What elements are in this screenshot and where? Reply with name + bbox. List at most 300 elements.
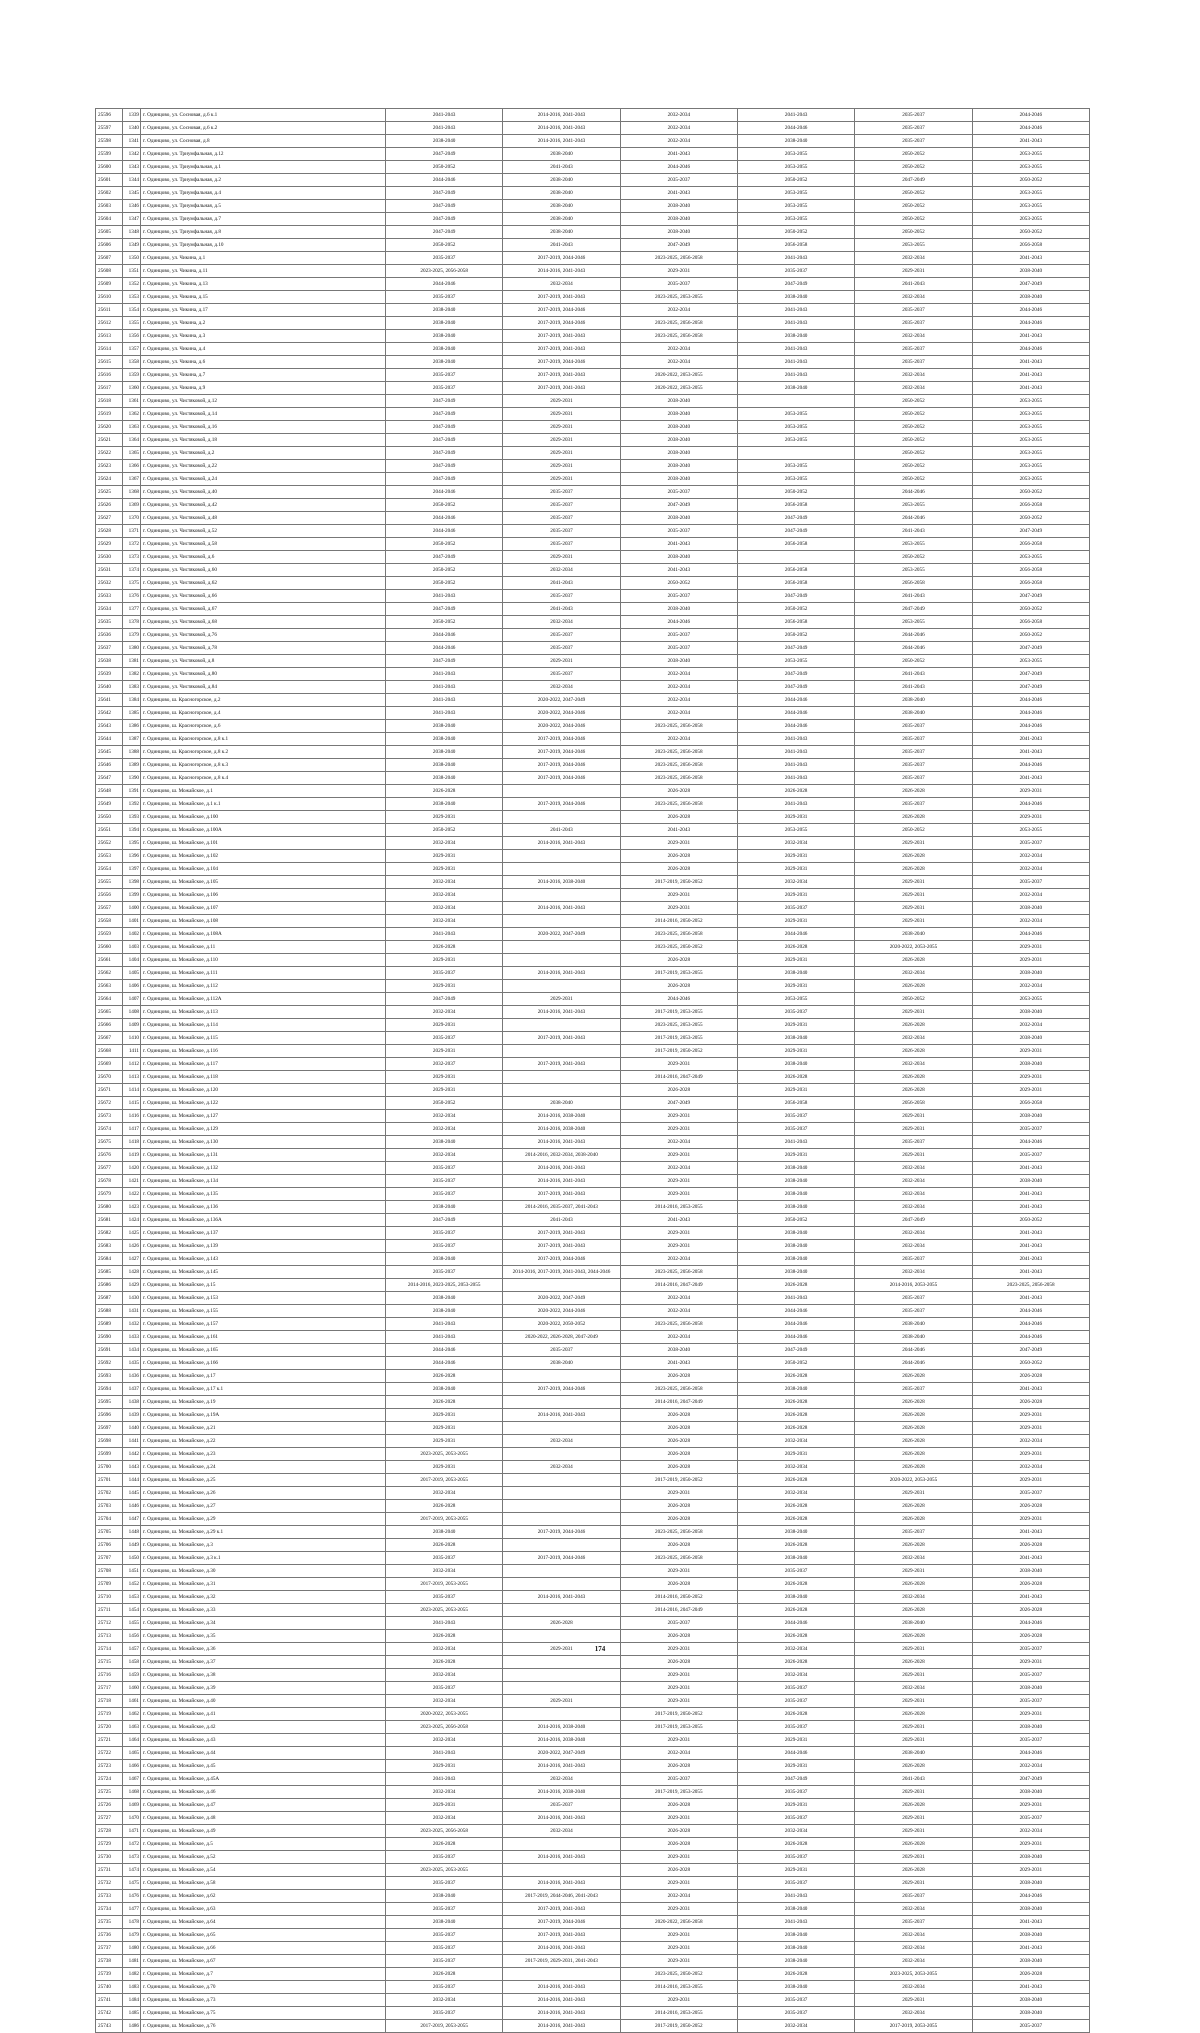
period-cell-2: 2014-2016, 2041-2043 [503,1409,620,1422]
period-cell-5: 2032-2034 [855,1929,972,1942]
period-cell-3: 2026-2028 [620,980,737,993]
period-cell-2: 2014-2016, 2041-2043 [503,1877,620,1890]
period-cell-6: 2038-2040 [972,1851,1089,1864]
period-cell-5: 2029-2031 [855,1487,972,1500]
row-number-cell: 1454 [123,1604,141,1617]
period-cell-2: 2017-2019, 2041-2043 [503,369,620,382]
period-cell-2 [503,1578,620,1591]
period-cell-2: 2032-2034 [503,1825,620,1838]
row-id-cell: 25739 [96,1968,123,1981]
period-cell-3: 2029-2031 [620,1149,737,1162]
period-cell-3: 2029-2031 [620,1669,737,1682]
row-number-cell: 1413 [123,1071,141,1084]
period-cell-6: 2029-2031 [972,1708,1089,1721]
row-number-cell: 1459 [123,1669,141,1682]
period-cell-5: 2041-2043 [855,525,972,538]
row-number-cell: 1416 [123,1110,141,1123]
period-cell-1: 2041-2043 [386,707,503,720]
period-cell-6: 2041-2043 [972,733,1089,746]
table-row [96,1396,1090,1409]
row-number-cell: 1453 [123,1591,141,1604]
row-id-cell: 25608 [96,265,123,278]
period-cell-3: 2035-2037 [620,278,737,291]
period-cell-3: 2014-2016, 2053-2055 [620,1201,737,1214]
row-number-cell: 1442 [123,1448,141,1461]
address-cell: г. Одинцово, ш. Можайское, д.27 [141,1500,386,1513]
row-id-cell: 25622 [96,447,123,460]
period-cell-2: 2014-2016, 2041-2043 [503,109,620,122]
row-id-cell: 25645 [96,746,123,759]
period-cell-3: 2014-2016, 2050-2052 [620,1591,737,1604]
period-cell-3: 2032-2034 [620,707,737,720]
period-cell-5: 2032-2034 [855,1058,972,1071]
row-id-cell: 25740 [96,1981,123,1994]
period-cell-4: 2035-2037 [737,1786,854,1799]
row-number-cell: 1424 [123,1214,141,1227]
period-cell-3: 2038-2040 [620,512,737,525]
period-cell-4: 2026-2028 [737,1539,854,1552]
period-cell-3: 2047-2049 [620,239,737,252]
period-cell-4: 2041-2043 [737,252,854,265]
period-cell-1: 2044-2046 [386,174,503,187]
period-cell-4: 2038-2040 [737,1266,854,1279]
row-number-cell: 1406 [123,980,141,993]
period-cell-6: 2026-2028 [972,1370,1089,1383]
period-cell-3: 2035-2037 [620,590,737,603]
period-cell-3: 2032-2034 [620,109,737,122]
address-cell: г. Одинцово, ш. Можайское, д.29 к.1 [141,1526,386,1539]
period-cell-4: 2032-2034 [737,837,854,850]
row-id-cell: 25713 [96,1630,123,1643]
period-cell-4: 2053-2055 [737,824,854,837]
table-row [96,304,1090,317]
period-cell-1: 2041-2043 [386,1773,503,1786]
period-cell-5: 2023-2025, 2053-2055 [855,1968,972,1981]
address-cell: г. Одинцово, ш. Можайское, д.22 [141,1435,386,1448]
table-row [96,473,1090,486]
period-cell-6: 2026-2028 [972,1968,1089,1981]
period-cell-1: 2038-2040 [386,733,503,746]
table-row [96,1812,1090,1825]
period-cell-5: 2026-2028 [855,811,972,824]
address-cell: г. Одинцово, ш. Можайское, д.107 [141,902,386,915]
period-cell-6: 2032-2034 [972,863,1089,876]
period-cell-4: 2038-2040 [737,1591,854,1604]
address-cell: г. Одинцово, ш. Красногорское, д.4 [141,707,386,720]
table-row [96,1474,1090,1487]
period-cell-2: 2014-2016, 2038-2040 [503,1786,620,1799]
period-cell-1: 2047-2049 [386,603,503,616]
row-id-cell: 25699 [96,1448,123,1461]
period-cell-1: 2038-2040 [386,356,503,369]
period-cell-3: 2038-2040 [620,408,737,421]
period-cell-6: 2032-2034 [972,1760,1089,1773]
period-cell-6: 2035-2037 [972,1487,1089,1500]
period-cell-1: 2032-2034 [386,1006,503,1019]
period-cell-6: 2026-2028 [972,1396,1089,1409]
row-number-cell: 1400 [123,902,141,915]
table-row [96,187,1090,200]
row-number-cell: 1385 [123,707,141,720]
period-cell-2: 2032-2034 [503,278,620,291]
period-cell-2: 2017-2019, 2041-2043 [503,1903,620,1916]
period-cell-2: 2014-2016, 2041-2043 [503,122,620,135]
table-row [96,538,1090,551]
period-cell-6: 2038-2040 [972,291,1089,304]
table-row [96,1266,1090,1279]
address-cell: г. Одинцово, ул. Чистяковой, д.42 [141,499,386,512]
period-cell-1: 2032-2034 [386,1669,503,1682]
period-cell-5: 2035-2037 [855,1890,972,1903]
period-cell-2: 2017-2019, 2044-2046 [503,1383,620,1396]
row-number-cell: 1388 [123,746,141,759]
period-cell-6: 2041-2043 [972,1383,1089,1396]
period-cell-1: 2029-2031 [386,1019,503,1032]
row-id-cell: 25626 [96,499,123,512]
table-row [96,2020,1090,2033]
address-cell: г. Одинцово, ул. Чистяковой, д.8 [141,655,386,668]
period-cell-1: 2026-2028 [386,1500,503,1513]
address-cell: г. Одинцово, ш. Можайское, д.137 [141,1227,386,1240]
period-cell-5: 2032-2034 [855,1240,972,1253]
row-id-cell: 25672 [96,1097,123,1110]
period-cell-4: 2026-2028 [737,1279,854,1292]
row-number-cell: 1350 [123,252,141,265]
period-cell-3: 2023-2025, 2050-2052 [620,941,737,954]
row-id-cell: 25607 [96,252,123,265]
address-cell: г. Одинцово, ш. Можайское, д.136 [141,1201,386,1214]
table-row [96,1487,1090,1500]
period-cell-2 [503,1708,620,1721]
period-cell-4: 2035-2037 [737,1851,854,1864]
address-cell: г. Одинцово, ш. Можайское, д.34 [141,1617,386,1630]
period-cell-1: 2035-2037 [386,1175,503,1188]
period-cell-3: 2026-2028 [620,1760,737,1773]
period-cell-5: 2035-2037 [855,356,972,369]
period-cell-5: 2026-2028 [855,1864,972,1877]
period-cell-6: 2044-2046 [972,928,1089,941]
period-cell-2: 2014-2016, 2041-2043 [503,902,620,915]
period-cell-1: 2032-2034 [386,1786,503,1799]
address-cell: г. Одинцово, ул. Чистяковой, д.58 [141,538,386,551]
address-cell: г. Одинцово, ш. Можайское, д.114 [141,1019,386,1032]
period-cell-5: 2026-2028 [855,1500,972,1513]
row-id-cell: 25597 [96,122,123,135]
row-id-cell: 25681 [96,1214,123,1227]
address-cell: г. Одинцово, ш. Можайское, д.157 [141,1318,386,1331]
period-cell-4: 2026-2028 [737,941,854,954]
address-cell: г. Одинцово, ул. Триумфальная, д.7 [141,213,386,226]
row-number-cell: 1477 [123,1903,141,1916]
period-cell-2 [503,1682,620,1695]
period-cell-2: 2017-2019, 2044-2046 [503,759,620,772]
period-cell-1: 2041-2043 [386,122,503,135]
period-cell-3: 2023-2025, 2056-2058 [620,746,737,759]
period-cell-3: 2023-2025, 2053-2055 [620,291,737,304]
period-cell-1: 2035-2037 [386,1266,503,1279]
period-cell-3: 2032-2034 [620,668,737,681]
period-cell-2: 2020-2022, 2026-2028, 2047-2049 [503,1331,620,1344]
row-number-cell: 1422 [123,1188,141,1201]
period-cell-2: 2014-2016, 2041-2043 [503,265,620,278]
row-number-cell: 1432 [123,1318,141,1331]
period-cell-5: 2047-2049 [855,1214,972,1227]
period-cell-2: 2029-2031 [503,460,620,473]
period-cell-5: 2029-2031 [855,1110,972,1123]
address-cell: г. Одинцово, ш. Можайское, д.41 [141,1708,386,1721]
table-row [96,1903,1090,1916]
period-cell-2: 2038-2040 [503,200,620,213]
address-cell: г. Одинцово, ул. Чистяковой, д.2 [141,447,386,460]
address-cell: г. Одинцово, ш. Можайское, д.135 [141,1188,386,1201]
address-cell: г. Одинцово, ул. Чикина, д.2 [141,317,386,330]
period-cell-2: 2035-2037 [503,1799,620,1812]
period-cell-2: 2014-2016, 2041-2043 [503,1760,620,1773]
table-row [96,629,1090,642]
period-cell-3: 2020-2022, 2053-2055 [620,369,737,382]
period-cell-6: 2044-2046 [972,1318,1089,1331]
table-row [96,1890,1090,1903]
period-cell-6: 2041-2043 [972,135,1089,148]
row-id-cell: 25687 [96,1292,123,1305]
period-cell-4: 2047-2049 [737,668,854,681]
table-row [96,642,1090,655]
period-cell-5: 2035-2037 [855,1136,972,1149]
period-cell-2: 2035-2037 [503,486,620,499]
period-cell-5: 2050-2052 [855,408,972,421]
period-cell-6: 2050-2052 [972,1357,1089,1370]
period-cell-5: 2032-2034 [855,291,972,304]
table-row [96,1669,1090,1682]
period-cell-5: 2026-2028 [855,954,972,967]
period-cell-1: 2038-2040 [386,759,503,772]
period-cell-1: 2035-2037 [386,382,503,395]
row-id-cell: 25743 [96,2020,123,2033]
period-cell-1: 2047-2049 [386,993,503,1006]
period-cell-3: 2026-2028 [620,1825,737,1838]
period-cell-1: 2035-2037 [386,252,503,265]
period-cell-5: 2026-2028 [855,1071,972,1084]
period-cell-5: 2035-2037 [855,317,972,330]
address-cell: г. Одинцово, ул. Чистяковой, д.16 [141,421,386,434]
row-number-cell: 1472 [123,1838,141,1851]
period-cell-3: 2035-2037 [620,525,737,538]
row-number-cell: 1366 [123,460,141,473]
table-row [96,1383,1090,1396]
address-cell: г. Одинцово, ш. Можайское, д.45 [141,1760,386,1773]
period-cell-4: 2056-2058 [737,1097,854,1110]
period-cell-4: 2026-2028 [737,785,854,798]
period-cell-6: 2053-2055 [972,434,1089,447]
period-cell-6: 2032-2034 [972,850,1089,863]
period-cell-5: 2026-2028 [855,1630,972,1643]
period-cell-2 [503,785,620,798]
period-cell-1: 2035-2037 [386,1188,503,1201]
row-id-cell: 25682 [96,1227,123,1240]
row-number-cell: 1352 [123,278,141,291]
row-id-cell: 25732 [96,1877,123,1890]
period-cell-4: 2053-2055 [737,473,854,486]
period-cell-1: 2029-2031 [386,1045,503,1058]
row-number-cell: 1431 [123,1305,141,1318]
row-number-cell: 1425 [123,1227,141,1240]
row-id-cell: 25702 [96,1487,123,1500]
period-cell-3: 2032-2034 [620,681,737,694]
period-cell-5: 2053-2055 [855,616,972,629]
row-number-cell: 1345 [123,187,141,200]
period-cell-3: 2014-2016, 2047-2049 [620,1279,737,1292]
period-cell-1: 2038-2040 [386,330,503,343]
period-cell-3: 2038-2040 [620,213,737,226]
period-cell-4 [737,395,854,408]
period-cell-2: 2041-2043 [503,1214,620,1227]
address-cell: г. Одинцово, ш. Можайское, д.31 [141,1578,386,1591]
row-number-cell: 1478 [123,1916,141,1929]
row-id-cell: 25724 [96,1773,123,1786]
period-cell-2 [503,1669,620,1682]
period-cell-6: 2032-2034 [972,1435,1089,1448]
table-row [96,1214,1090,1227]
period-cell-4: 2032-2034 [737,2020,854,2033]
row-number-cell: 1473 [123,1851,141,1864]
period-cell-1: 2032-2034 [386,837,503,850]
row-id-cell: 25641 [96,694,123,707]
period-cell-5: 2035-2037 [855,1383,972,1396]
period-cell-3: 2032-2034 [620,1890,737,1903]
row-id-cell: 25723 [96,1760,123,1773]
row-id-cell: 25657 [96,902,123,915]
address-cell: г. Одинцово, ул. Чистяковой, д.62 [141,577,386,590]
period-cell-1: 2047-2049 [386,460,503,473]
period-cell-5: 2029-2031 [855,1825,972,1838]
period-cell-3: 2029-2031 [620,1188,737,1201]
period-cell-2: 2014-2016, 2017-2019, 2041-2043, 2044-2046 [503,1266,620,1279]
period-cell-4: 2041-2043 [737,1890,854,1903]
period-cell-4: 2050-2052 [737,174,854,187]
row-number-cell: 1403 [123,941,141,954]
address-cell: г. Одинцово, ул. Чистяковой, д.40 [141,486,386,499]
row-number-cell: 1343 [123,161,141,174]
period-cell-4: 2026-2028 [737,1474,854,1487]
period-cell-4: 2029-2031 [737,1019,854,1032]
period-cell-2 [503,1071,620,1084]
period-cell-6: 2041-2043 [972,382,1089,395]
period-cell-6: 2029-2031 [972,1409,1089,1422]
period-cell-5: 2032-2034 [855,1981,972,1994]
period-cell-6: 2041-2043 [972,1552,1089,1565]
period-cell-3: 2014-2016, 2053-2055 [620,2007,737,2020]
row-number-cell: 1363 [123,421,141,434]
period-cell-5: 2041-2043 [855,1773,972,1786]
period-cell-4: 2047-2049 [737,1773,854,1786]
period-cell-6: 2044-2046 [972,707,1089,720]
period-cell-5: 2029-2031 [855,1149,972,1162]
table-row [96,1578,1090,1591]
row-id-cell: 25730 [96,1851,123,1864]
address-cell: г. Одинцово, ш. Можайское, д.30 [141,1565,386,1578]
address-cell: г. Одинцово, ш. Можайское, д.155 [141,1305,386,1318]
row-id-cell: 25712 [96,1617,123,1630]
row-number-cell: 1389 [123,759,141,772]
period-cell-3: 2026-2028 [620,863,737,876]
address-cell: г. Одинцово, ш. Можайское, д.23 [141,1448,386,1461]
address-cell: г. Одинцово, ул. Чистяковой, д.14 [141,408,386,421]
period-cell-2 [503,1084,620,1097]
period-cell-1: 2026-2028 [386,1630,503,1643]
period-cell-4: 2038-2040 [737,1201,854,1214]
period-cell-6: 2047-2049 [972,278,1089,291]
period-cell-3: 2014-2016, 2050-2052 [620,915,737,928]
period-cell-2: 2017-2019, 2041-2043 [503,382,620,395]
row-id-cell: 25629 [96,538,123,551]
period-cell-2: 2017-2019, 2044-2046 [503,746,620,759]
row-number-cell: 1379 [123,629,141,642]
row-number-cell: 1420 [123,1162,141,1175]
period-cell-3: 2026-2028 [620,1799,737,1812]
period-cell-4: 2026-2028 [737,1513,854,1526]
row-number-cell: 1387 [123,733,141,746]
row-id-cell: 25659 [96,928,123,941]
row-number-cell: 1463 [123,1721,141,1734]
table-row [96,616,1090,629]
period-cell-6: 2029-2031 [972,1045,1089,1058]
row-number-cell: 1446 [123,1500,141,1513]
address-cell: г. Одинцово, ул. Чикина, д.7 [141,369,386,382]
address-cell: г. Одинцово, ш. Можайское, д.76 [141,2020,386,2033]
period-cell-6: 2050-2052 [972,486,1089,499]
period-cell-4: 2050-2052 [737,1357,854,1370]
period-cell-1: 2026-2028 [386,1838,503,1851]
table-row [96,590,1090,603]
period-cell-1: 2032-2034 [386,1123,503,1136]
period-cell-5: 2029-2031 [855,1851,972,1864]
period-cell-2 [503,863,620,876]
period-cell-6: 2047-2049 [972,681,1089,694]
period-cell-5: 2026-2028 [855,1799,972,1812]
period-cell-3: 2029-2031 [620,902,737,915]
period-cell-2 [503,1370,620,1383]
table-row [96,1435,1090,1448]
row-id-cell: 25736 [96,1929,123,1942]
period-cell-2: 2017-2019, 2041-2043 [503,343,620,356]
period-cell-5: 2026-2028 [855,1604,972,1617]
table-row [96,1695,1090,1708]
address-cell: г. Одинцово, ш. Можайское, д.161 [141,1331,386,1344]
page-number: 174 [594,1645,606,1653]
address-cell: г. Одинцово, ш. Можайское, д.48 [141,1812,386,1825]
period-cell-3: 2023-2025, 2056-2058 [620,317,737,330]
period-cell-6: 2035-2037 [972,1149,1089,1162]
address-cell: г. Одинцово, ул. Сосновая, д.6 к.2 [141,122,386,135]
table-row [96,1149,1090,1162]
period-cell-1: 2035-2037 [386,1942,503,1955]
address-cell: г. Одинцово, ш. Можайское, д.117 [141,1058,386,1071]
table-row [96,1864,1090,1877]
period-cell-3: 2032-2034 [620,1253,737,1266]
row-id-cell: 25612 [96,317,123,330]
period-cell-1: 2050-2052 [386,499,503,512]
period-cell-3: 2038-2040 [620,460,737,473]
row-id-cell: 25734 [96,1903,123,1916]
address-cell: г. Одинцово, ш. Можайское, д.116 [141,1045,386,1058]
period-cell-6: 2035-2037 [972,2020,1089,2033]
period-cell-5: 2050-2052 [855,148,972,161]
period-cell-6: 2029-2031 [972,1838,1089,1851]
period-cell-1: 2035-2037 [386,291,503,304]
period-cell-1: 2026-2028 [386,941,503,954]
period-cell-6: 2044-2046 [972,317,1089,330]
period-cell-4: 2032-2034 [737,1669,854,1682]
